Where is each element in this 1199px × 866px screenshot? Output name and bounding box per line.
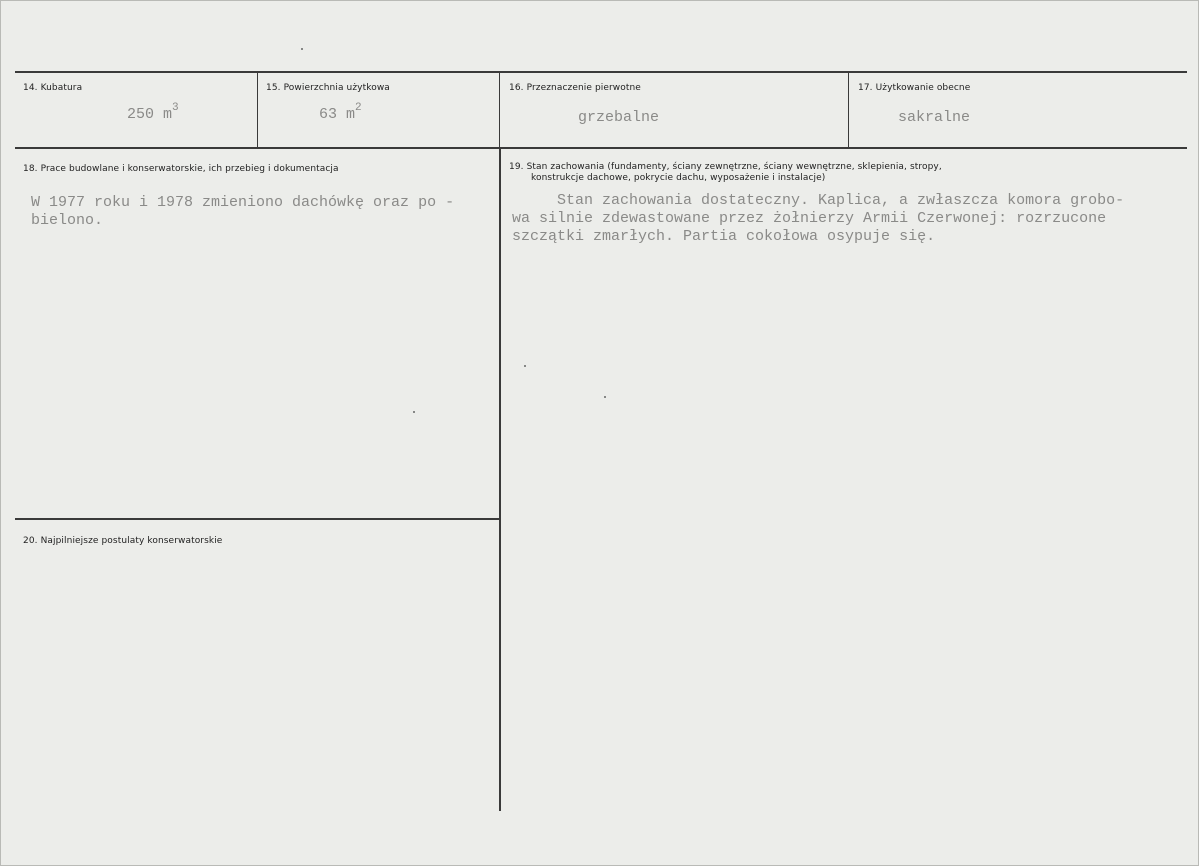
paper-speck [604,396,606,398]
field-14-unit-exponent: 3 [172,102,179,114]
field-14-label: 14. Kubatura [23,83,83,93]
field-19-label-line-1: 19. Stan zachowania (fundamenty, ściany zewnętrzne, ściany wewnętrzne, sklepienia, stropy, [509,162,942,172]
top-rule [15,71,1187,73]
divider-15-16 [499,73,500,147]
field-19-line-1: Stan zachowania dostateczny. Kaplica, a zwłaszcza komora grobo- [557,192,1125,209]
field-18-line-1: W 1977 roku i 1978 zmieniono dachówkę oraz po - [31,194,455,211]
field-16-value: grzebalne [578,109,660,126]
field-19-label-line-2: konstrukcje dachowe, pokrycie dachu, wyposażenie i instalacje) [531,173,826,183]
field-15-value: 63 $m^2$ [319,102,362,123]
paper-speck [413,411,415,413]
field-18-line-2: bielono. [31,212,104,229]
divider-16-17 [848,73,849,147]
field-19-line-3: szczątki zmarłych. Partia cokołowa osypuje się. [512,228,936,245]
field-14-value: 250 $m^3$ [127,102,179,123]
row1-bottom-rule [15,147,1187,149]
field-18-label: 18. Prace budowlane i konserwatorskie, ich przebieg i dokumentacja [23,164,339,174]
field-15-label: 15. Powierzchnia użytkowa [266,83,390,93]
main-column-divider [499,149,501,811]
paper-speck [524,365,526,367]
field-20-label: 20. Najpilniejsze postulaty konserwatorskie [23,536,223,546]
section-20-top-rule [15,518,499,520]
divider-14-15 [257,73,258,147]
field-19-line-2: wa silnie zdewastowane przez żołnierzy Armii Czerwonej: rozrzucone [512,210,1107,227]
paper-speck [301,48,303,50]
field-17-label: 17. Użytkowanie obecne [858,83,971,93]
field-15-unit-exponent: 2 [355,102,362,114]
field-17-value: sakralne [898,109,971,126]
field-16-label: 16. Przeznaczenie pierwotne [509,83,641,93]
